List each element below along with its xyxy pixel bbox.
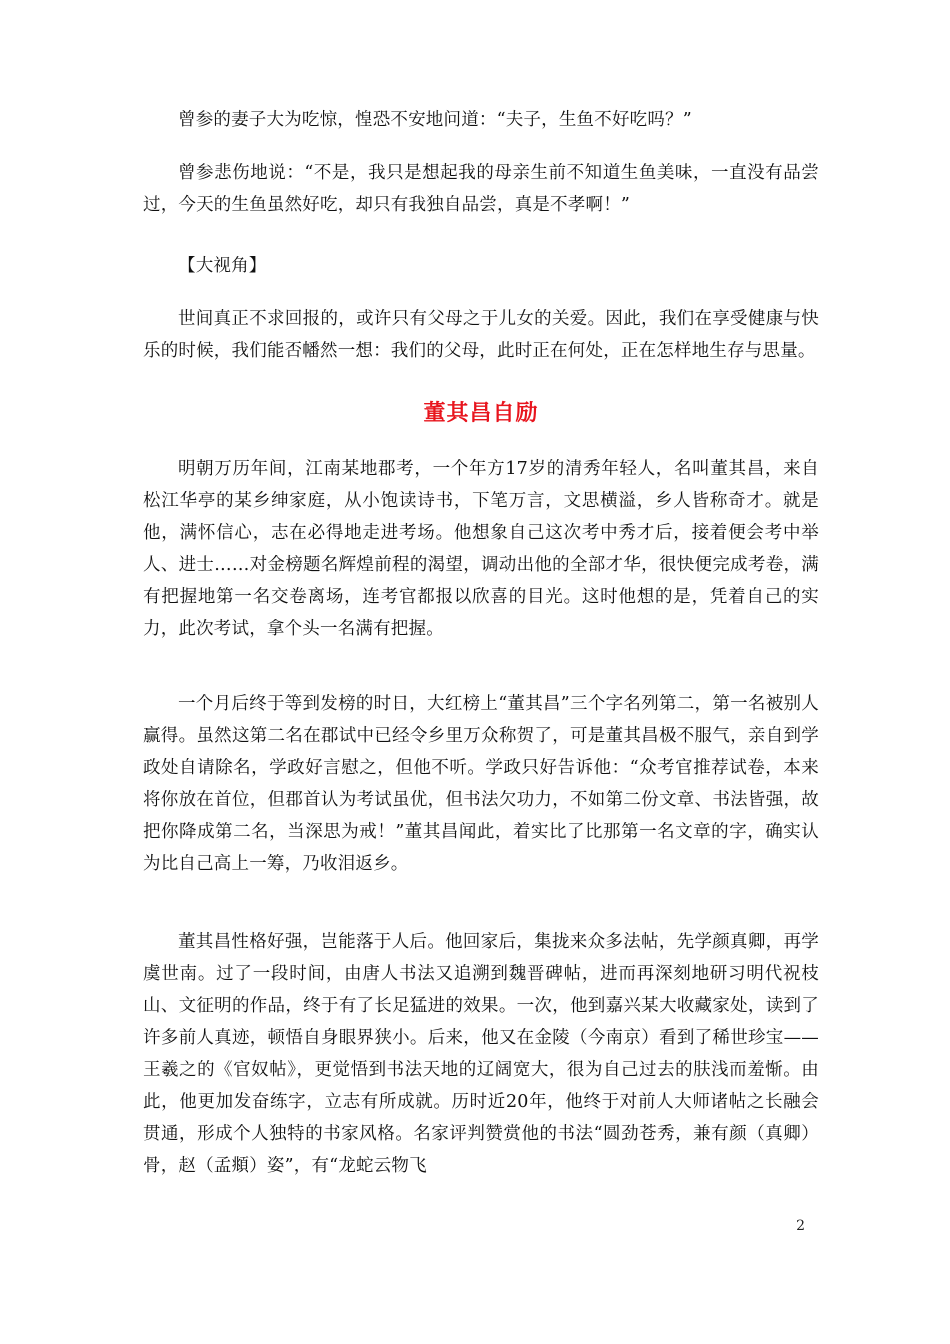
article-title: 董其昌自励 — [423, 400, 539, 426]
paragraph-story-1: 明朝万历年间，江南某地郡考，一个年方17岁的清秀年轻人，名叫董其昌，来自松江华亭的某乡绅家庭，从小饱读诗书，下笔万言，文思横溢，乡人皆称奇才。就是他，满怀信心，志在必得地走进考场。他想象自己这次考中秀才后，接着便会考中举人、进士……对金榜题名辉煌前程的渴望，调动出他的全部才华，很快便完成考卷，满有把握地第一名交卷离场，连考官都报以欣喜的目光。这时他想的是，凭着自己的实力，此次考试，拿个头一名满有把握。 — [143, 459, 819, 639]
section-heading-big-perspective: 【大视角】 — [178, 256, 267, 276]
paragraph-zengshen-reply: 曾参悲伤地说：“不是，我只是想起我的母亲生前不知道生鱼美味，一直没有品尝过，今天的生鱼虽然好吃，却只有我独自品尝，真是不孝啊！” — [143, 163, 819, 215]
paragraph-story-2: 一个月后终于等到发榜的时日，大红榜上“董其昌”三个字名列第二，第一名被别人赢得。虽然这第二名在郡试中已经令乡里万众称贺了，可是董其昌极不服气，亲自到学政处自请除名，学政好言慰之，但他不听。学政只好告诉他：“众考官推荐试卷，本来将你放在首位，但郡首认为考试虽优，但书法欠功力，不如第二份文章、书法皆强，故把你降成第二名，当深思为戒！”董其昌闻此，着实比了比那第一名文章的字，确实认为比自己高上一筹，乃收泪返乡。 — [143, 694, 819, 874]
page-number: 2 — [796, 1218, 805, 1234]
paragraph-wife-question: 曾参的妻子大为吃惊，惶恐不安地问道：“夫子，生鱼不好吃吗？” — [178, 110, 692, 130]
paragraph-story-3: 董其昌性格好强，岂能落于人后。他回家后，集拢来众多法帖，先学颜真卿，再学虞世南。过了一段时间，由唐人书法又追溯到魏晋碑帖，进而再深刻地研习明代祝枝山、文征明的作品，终于有了长足猛进的效果。一次，他到嘉兴某大收藏家处，读到了许多前人真迹，顿悟自身眼界狭小。后来，他又在金陵（今南京）看到了稀世珍宝——王羲之的《官奴帖》，更觉悟到书法天地的辽阔宽大，很为自己过去的肤浅而羞惭。由此，他更加发奋练字，立志有所成就。历时近20年，他终于对前人大师诸帖之长融会贯通，形成个人独特的书家风格。名家评判赞赏他的书法“圆劲苍秀，兼有颜（真卿）骨，赵（孟頫）姿”，有“龙蛇云物飞 — [143, 932, 819, 1176]
paragraph-reflection: 世间真正不求回报的，或许只有父母之于儿女的关爱。因此，我们在享受健康与快乐的时候，我们能否幡然一想：我们的父母，此时正在何处，正在怎样地生存与思量。 — [143, 309, 819, 361]
